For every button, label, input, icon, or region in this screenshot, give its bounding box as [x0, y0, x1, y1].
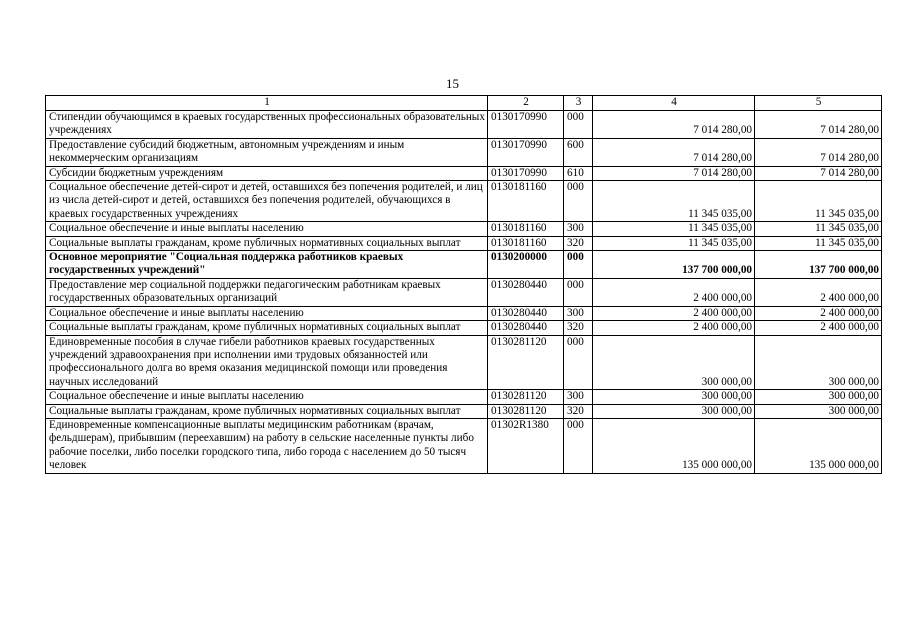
column-header-4: 4 — [593, 96, 755, 111]
row-amount-col4: 2 400 000,00 — [593, 321, 755, 335]
table-row — [46, 181, 882, 222]
row-code: 0130281120 — [488, 404, 564, 418]
table-row — [46, 111, 882, 139]
row-type: 000 — [564, 278, 593, 306]
row-code: 0130181160 — [488, 181, 564, 222]
row-amount-col4: 11 345 035,00 — [593, 181, 755, 222]
row-code: 0130280440 — [488, 278, 564, 306]
row-type: 320 — [564, 404, 593, 418]
row-name: Социальное обеспечение и иные выплаты населению — [46, 306, 488, 320]
row-type: 600 — [564, 138, 593, 166]
table-row — [46, 390, 882, 404]
row-amount-col5: 7 014 280,00 — [755, 111, 882, 139]
row-code: 0130181160 — [488, 236, 564, 250]
row-amount-col5: 2 400 000,00 — [755, 321, 882, 335]
table-row — [46, 278, 882, 306]
budget-table — [45, 95, 882, 474]
row-name: Предоставление мер социальной поддержки педагогическим работникам краевых государственных образовательных организаций — [46, 278, 488, 306]
row-amount-col5: 300 000,00 — [755, 335, 882, 390]
row-code: 0130280440 — [488, 306, 564, 320]
table-row — [46, 222, 882, 236]
row-type: 000 — [564, 111, 593, 139]
row-name: Предоставление субсидий бюджетным, автономным учреждениям и иным некоммерческим организациям — [46, 138, 488, 166]
row-amount-col5: 300 000,00 — [755, 404, 882, 418]
row-code: 0130170990 — [488, 166, 564, 180]
row-code: 0130281120 — [488, 390, 564, 404]
row-type: 000 — [564, 335, 593, 390]
table-row — [46, 236, 882, 250]
row-name: Социальное обеспечение и иные выплаты населению — [46, 390, 488, 404]
row-code: 0130170990 — [488, 138, 564, 166]
row-amount-col5: 137 700 000,00 — [755, 251, 882, 279]
column-header-1: 1 — [46, 96, 488, 111]
row-code: 0130181160 — [488, 222, 564, 236]
row-type: 300 — [564, 390, 593, 404]
row-code: 0130170990 — [488, 111, 564, 139]
row-amount-col4: 2 400 000,00 — [593, 278, 755, 306]
row-name: Социальные выплаты гражданам, кроме публичных нормативных социальных выплат — [46, 404, 488, 418]
row-type: 300 — [564, 306, 593, 320]
row-amount-col5: 300 000,00 — [755, 390, 882, 404]
row-name: Единовременные компенсационные выплаты медицинским работникам (врачам, фельдшерам), прибывшим (переехавшим) на работу в сельские населенные пункты либо рабочие поселки, либо поселки городского типа, либо города с населением до 50 тысяч человек — [46, 418, 488, 473]
row-code: 01302R1380 — [488, 418, 564, 473]
row-type: 610 — [564, 166, 593, 180]
row-name: Социальные выплаты гражданам, кроме публичных нормативных социальных выплат — [46, 321, 488, 335]
table-row — [46, 306, 882, 320]
row-amount-col4: 300 000,00 — [593, 404, 755, 418]
table-row — [46, 251, 882, 279]
table-row — [46, 335, 882, 390]
table-row — [46, 404, 882, 418]
row-amount-col4: 300 000,00 — [593, 335, 755, 390]
row-type: 000 — [564, 181, 593, 222]
table-row — [46, 418, 882, 473]
row-name: Социальное обеспечение детей-сирот и детей, оставшихся без попечения родителей, и лиц из числа детей-сирот и детей, оставшихся без попечения родителей, обучающихся в краевых государственных учреждениях — [46, 181, 488, 222]
row-type: 000 — [564, 251, 593, 279]
row-amount-col5: 2 400 000,00 — [755, 278, 882, 306]
row-type: 320 — [564, 321, 593, 335]
row-code: 0130200000 — [488, 251, 564, 279]
row-amount-col4: 2 400 000,00 — [593, 306, 755, 320]
row-amount-col5: 2 400 000,00 — [755, 306, 882, 320]
row-amount-col4: 137 700 000,00 — [593, 251, 755, 279]
table-body — [46, 111, 882, 474]
row-type: 000 — [564, 418, 593, 473]
row-amount-col5: 7 014 280,00 — [755, 166, 882, 180]
row-amount-col5: 135 000 000,00 — [755, 418, 882, 473]
row-amount-col5: 11 345 035,00 — [755, 236, 882, 250]
table-row — [46, 138, 882, 166]
row-amount-col5: 11 345 035,00 — [755, 181, 882, 222]
row-code: 0130281120 — [488, 335, 564, 390]
row-name: Стипендии обучающимся в краевых государственных профессиональных образовательных учреждениях — [46, 111, 488, 139]
column-header-3: 3 — [564, 96, 593, 111]
row-amount-col4: 11 345 035,00 — [593, 236, 755, 250]
row-name: Субсидии бюджетным учреждениям — [46, 166, 488, 180]
row-type: 300 — [564, 222, 593, 236]
table-header-row — [46, 96, 882, 111]
page-number: 15 — [446, 76, 459, 91]
row-name: Социальное обеспечение и иные выплаты населению — [46, 222, 488, 236]
row-amount-col5: 11 345 035,00 — [755, 222, 882, 236]
row-amount-col5: 7 014 280,00 — [755, 138, 882, 166]
column-header-5: 5 — [755, 96, 882, 111]
row-name: Социальные выплаты гражданам, кроме публичных нормативных социальных выплат — [46, 236, 488, 250]
row-amount-col4: 7 014 280,00 — [593, 111, 755, 139]
row-name: Основное мероприятие "Социальная поддержка работников краевых государственных учреждений" — [46, 251, 488, 279]
row-amount-col4: 7 014 280,00 — [593, 166, 755, 180]
table-row — [46, 321, 882, 335]
row-amount-col4: 135 000 000,00 — [593, 418, 755, 473]
row-amount-col4: 300 000,00 — [593, 390, 755, 404]
column-header-2: 2 — [488, 96, 564, 111]
row-code: 0130280440 — [488, 321, 564, 335]
row-amount-col4: 11 345 035,00 — [593, 222, 755, 236]
row-amount-col4: 7 014 280,00 — [593, 138, 755, 166]
row-name: Единовременные пособия в случае гибели работников краевых государственных учреждений здравоохранения при исполнении ими трудовых обязанностей или профессионального долга во время оказания медицинской помощи или проведения научных исследований — [46, 335, 488, 390]
table-row — [46, 166, 882, 180]
row-type: 320 — [564, 236, 593, 250]
